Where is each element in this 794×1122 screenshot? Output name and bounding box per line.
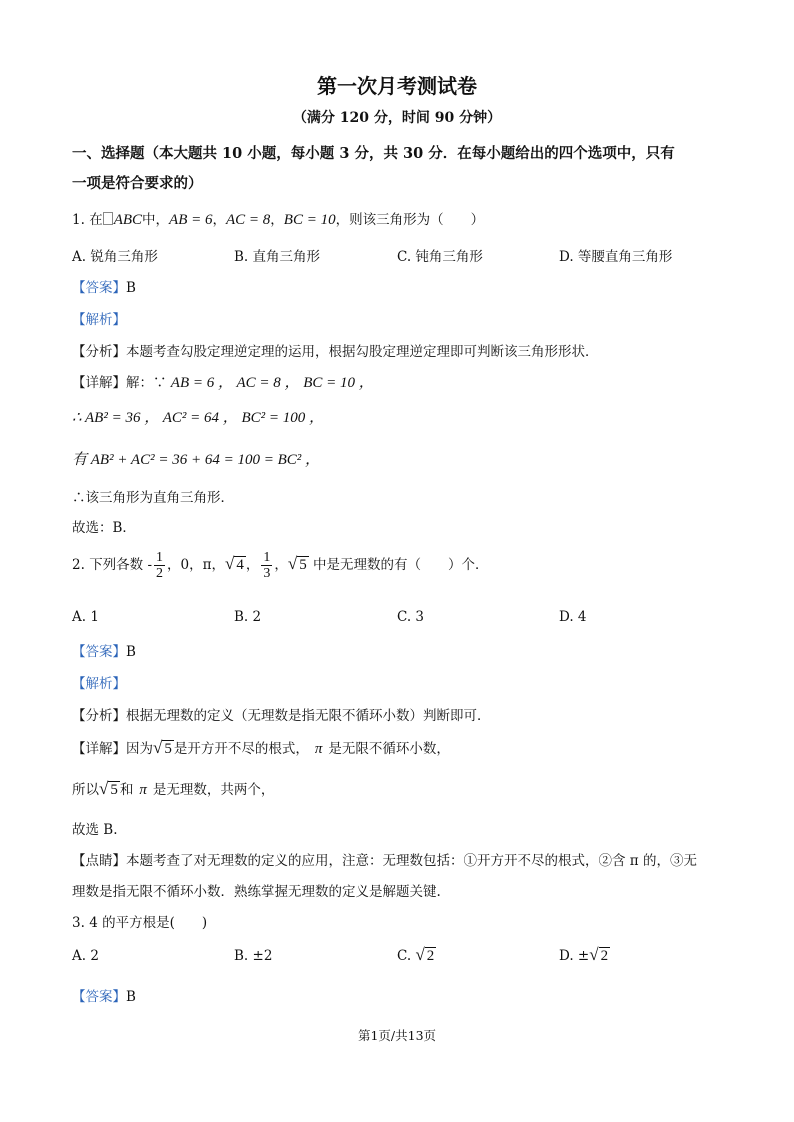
sqrt-2: √ 2	[589, 945, 609, 964]
q2-option-c: C. 3	[397, 609, 425, 625]
q1-xiangjie-5: 故选：B．	[72, 520, 136, 536]
q2-answer: 【答案】B	[72, 644, 136, 660]
q2-xiangjie-2: 所以√ 5 和 π 是无理数，共两个，	[72, 779, 275, 798]
question-2: 2. 下列各数 - $\frac{1}{2}$ ，0，π，√ 4 ， $\frac{1}{3}$ ，√ 5 中是无理数的有（ ）个．	[72, 550, 489, 581]
question-3: 3. 4 的平方根是( )	[72, 915, 208, 931]
q2-dianjing-2: 理数是指无限不循环小数．熟练掌握无理数的定义是解题关键.	[72, 884, 441, 900]
q1-xiangjie-2: ∴ AB² = 36 ， AC² = 64 ， BC² = 100 ，	[72, 410, 325, 426]
q3-option-d: D. ±√ 2	[559, 945, 609, 964]
page-footer: 第1页/共13页	[357, 1028, 437, 1043]
sqrt-5: √ 5	[99, 779, 118, 798]
q2-analysis-tag: 【解析】	[72, 676, 126, 692]
q1-option-a: A. 锐角三角形	[72, 249, 158, 265]
q2-xiangjie-1: 【详解】因为√ 5 是开方开不尽的根式， π 是无限不循环小数，	[72, 738, 450, 757]
q2-option-b: B. 2	[234, 609, 262, 625]
sqrt-5: √ 5	[287, 554, 307, 573]
question-1: 1. 在 ABC中，AB = 6，AC = 8，BC = 10，则该三角形为（ ）	[72, 212, 485, 228]
exam-subtitle: （满分 120 分，时间 90 分钟）	[292, 110, 502, 126]
q1-option-d: D. 等腰直角三角形	[559, 249, 673, 265]
q1-xiangjie-3: 有 AB² + AC² = 36 + 64 = 100 = BC² ，	[72, 452, 320, 468]
q1-answer: 【答案】B	[72, 280, 136, 296]
q3-option-b: B. ±2	[234, 948, 273, 964]
q1-fenxi: 【分析】本题考查勾股定理逆定理的运用，根据勾股定理逆定理即可判断该三角形形状．	[72, 344, 599, 360]
sqrt-5: √ 5	[153, 738, 172, 757]
q1-option-c: C. 钝角三角形	[397, 249, 483, 265]
q2-option-d: D. 4	[559, 609, 587, 625]
page-title: 第一次月考测试卷	[317, 74, 477, 98]
section-heading: 一、选择题（本大题共 10 小题，每小题 3 分，共 30 分．在每小题给出的四个选项中，只有	[72, 145, 675, 162]
q2-fenxi: 【分析】根据无理数的定义（无理数是指无限不循环小数）判断即可．	[72, 708, 491, 724]
q1-analysis-tag: 【解析】	[72, 312, 126, 328]
q1-option-b: B. 直角三角形	[234, 249, 321, 265]
section-heading-cont: 一项是符合要求的）	[72, 175, 203, 192]
q2-xiangjie-3: 故选 B.	[72, 822, 118, 838]
fraction-one-third: $\frac{1}{3}$	[263, 550, 271, 581]
q3-option-a: A. 2	[72, 948, 99, 964]
triangle-symbol-icon	[103, 212, 113, 225]
q3-answer: 【答案】B	[72, 989, 136, 1005]
q1-xiangjie-1: 【详解】解：∵ AB = 6 ， AC = 8 ， BC = 10 ，	[72, 375, 374, 391]
fraction-one-half: $\frac{1}{2}$	[156, 550, 164, 581]
q2-option-a: A. 1	[72, 609, 99, 625]
sqrt-4: √ 4	[225, 554, 244, 573]
sqrt-2: √ 2	[415, 945, 435, 964]
q1-xiangjie-4: ∴该三角形为直角三角形．	[72, 490, 234, 506]
q2-dianjing-1: 【点睛】本题考查了对无理数的定义的应用，注意：无理数包括：①开方开不尽的根式，②含 π 的，③无	[72, 853, 697, 869]
q3-option-c: C. √ 2	[397, 945, 435, 964]
